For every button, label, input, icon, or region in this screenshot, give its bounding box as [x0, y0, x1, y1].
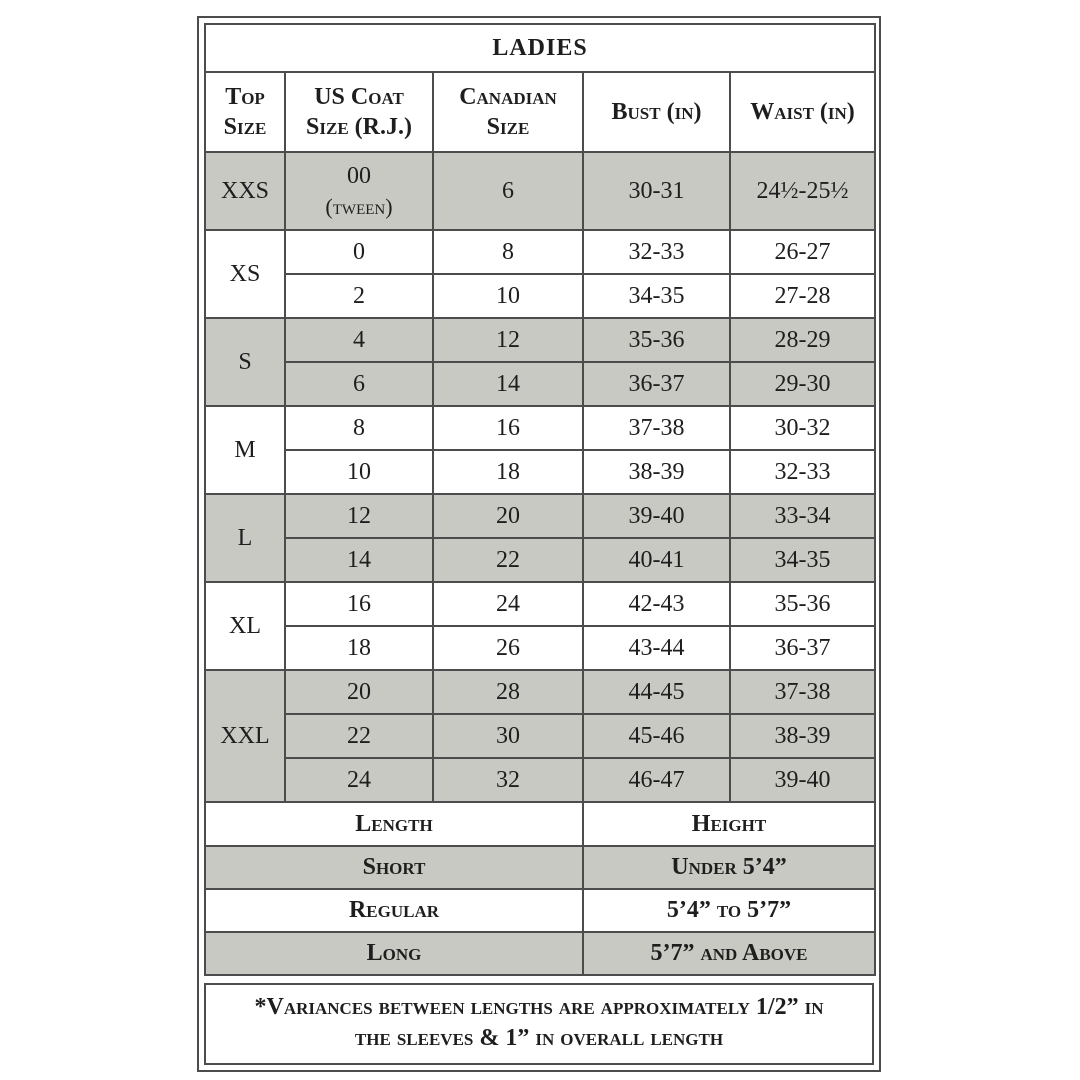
header-line: US Coat [314, 84, 404, 110]
canadian-size-cell: 22 [433, 538, 583, 582]
height-header: Height [583, 802, 875, 846]
size-row [205, 230, 875, 274]
us-coat-size-cell: 22 [285, 714, 433, 758]
waist-cell: 35-36 [730, 582, 875, 626]
size-group-label-m: M [205, 406, 285, 494]
canadian-size-cell: 30 [433, 714, 583, 758]
size-chart-frame [197, 16, 881, 1072]
us-coat-size-cell: 18 [285, 626, 433, 670]
us-coat-size-cell: 20 [285, 670, 433, 714]
title-row [205, 24, 875, 72]
footnote-box [204, 983, 874, 1065]
bust-cell: 34-35 [583, 274, 730, 318]
us-coat-size-cell [285, 152, 433, 230]
us-coat-size-cell: 14 [285, 538, 433, 582]
waist-cell: 32-33 [730, 450, 875, 494]
size-group-label-xl: XL [205, 582, 285, 670]
us-coat-size-cell: 8 [285, 406, 433, 450]
size-row [205, 538, 875, 582]
height-cell: 5’4” to 5’7” [583, 889, 875, 932]
bust-cell: 38-39 [583, 450, 730, 494]
us-coat-size-cell: 2 [285, 274, 433, 318]
canadian-size-cell: 6 [433, 152, 583, 230]
size-row [205, 362, 875, 406]
length-row [205, 889, 875, 932]
bust-cell: 45-46 [583, 714, 730, 758]
ladies-size-table [204, 23, 876, 976]
canadian-size-cell: 24 [433, 582, 583, 626]
col-header-canadian-size [433, 72, 583, 152]
size-row [205, 318, 875, 362]
canadian-size-cell: 12 [433, 318, 583, 362]
waist-cell: 24½-25½ [730, 152, 875, 230]
size-group-label-l: L [205, 494, 285, 582]
footnote-line-1: *Variances between lengths are approximately 1/2” in [254, 994, 824, 1020]
bust-cell: 40-41 [583, 538, 730, 582]
canadian-size-cell: 28 [433, 670, 583, 714]
waist-cell: 28-29 [730, 318, 875, 362]
canadian-size-cell: 20 [433, 494, 583, 538]
height-cell: 5’7” and Above [583, 932, 875, 975]
col-header-us-coat-size [285, 72, 433, 152]
size-row [205, 494, 875, 538]
size-group-label-xxl: XXL [205, 670, 285, 802]
header-line: Top [225, 84, 265, 110]
bust-cell: 36-37 [583, 362, 730, 406]
waist-cell: 26-27 [730, 230, 875, 274]
length-cell: Short [205, 846, 583, 889]
header-line: Size [486, 114, 530, 140]
canadian-size-cell: 18 [433, 450, 583, 494]
size-group-label-xxs: XXS [205, 152, 285, 230]
size-row [205, 406, 875, 450]
us-coat-size-cell: 6 [285, 362, 433, 406]
bust-cell: 43-44 [583, 626, 730, 670]
us-coat-size-cell: 10 [285, 450, 433, 494]
bust-cell: 39-40 [583, 494, 730, 538]
header-line: Canadian [459, 84, 557, 110]
size-row [205, 152, 875, 230]
us-coat-size-cell: 0 [285, 230, 433, 274]
waist-cell: 39-40 [730, 758, 875, 802]
us-coat-size-cell: 12 [285, 494, 433, 538]
bust-cell: 32-33 [583, 230, 730, 274]
bust-cell: 46-47 [583, 758, 730, 802]
footnote-line-2: the sleeves & 1” in overall length [354, 1025, 724, 1051]
size-row [205, 626, 875, 670]
waist-cell: 38-39 [730, 714, 875, 758]
us-size-note: (tween) [325, 194, 393, 219]
header-line: Size [223, 114, 267, 140]
canadian-size-cell: 10 [433, 274, 583, 318]
canadian-size-cell: 8 [433, 230, 583, 274]
length-header-row [205, 802, 875, 846]
canadian-size-cell: 32 [433, 758, 583, 802]
bust-cell: 35-36 [583, 318, 730, 362]
length-cell: Long [205, 932, 583, 975]
length-row [205, 846, 875, 889]
length-cell: Regular [205, 889, 583, 932]
us-coat-size-cell: 24 [285, 758, 433, 802]
col-header-top-size [205, 72, 285, 152]
canadian-size-cell: 16 [433, 406, 583, 450]
header-line: Size (R.J.) [306, 114, 412, 140]
bust-cell: 37-38 [583, 406, 730, 450]
col-header-waist [730, 72, 875, 152]
waist-cell: 37-38 [730, 670, 875, 714]
header-line: Bust (in) [611, 99, 702, 125]
size-row [205, 582, 875, 626]
waist-cell: 27-28 [730, 274, 875, 318]
waist-cell: 36-37 [730, 626, 875, 670]
size-row [205, 450, 875, 494]
size-row [205, 274, 875, 318]
canadian-size-cell: 26 [433, 626, 583, 670]
us-coat-size-cell: 16 [285, 582, 433, 626]
chart-title: LADIES [205, 24, 875, 72]
height-cell: Under 5’4” [583, 846, 875, 889]
size-group-label-xs: XS [205, 230, 285, 318]
col-header-bust [583, 72, 730, 152]
size-group-label-s: S [205, 318, 285, 406]
size-row [205, 714, 875, 758]
length-row [205, 932, 875, 975]
waist-cell: 30-32 [730, 406, 875, 450]
us-coat-size-cell: 4 [285, 318, 433, 362]
waist-cell: 33-34 [730, 494, 875, 538]
bust-cell: 42-43 [583, 582, 730, 626]
column-header-row [205, 72, 875, 152]
waist-cell: 34-35 [730, 538, 875, 582]
bust-cell: 44-45 [583, 670, 730, 714]
length-header: Length [205, 802, 583, 846]
bust-cell: 30-31 [583, 152, 730, 230]
size-row [205, 670, 875, 714]
waist-cell: 29-30 [730, 362, 875, 406]
header-line: Waist (in) [750, 99, 855, 125]
canadian-size-cell: 14 [433, 362, 583, 406]
us-size-value: 00 [347, 163, 371, 189]
size-row [205, 758, 875, 802]
